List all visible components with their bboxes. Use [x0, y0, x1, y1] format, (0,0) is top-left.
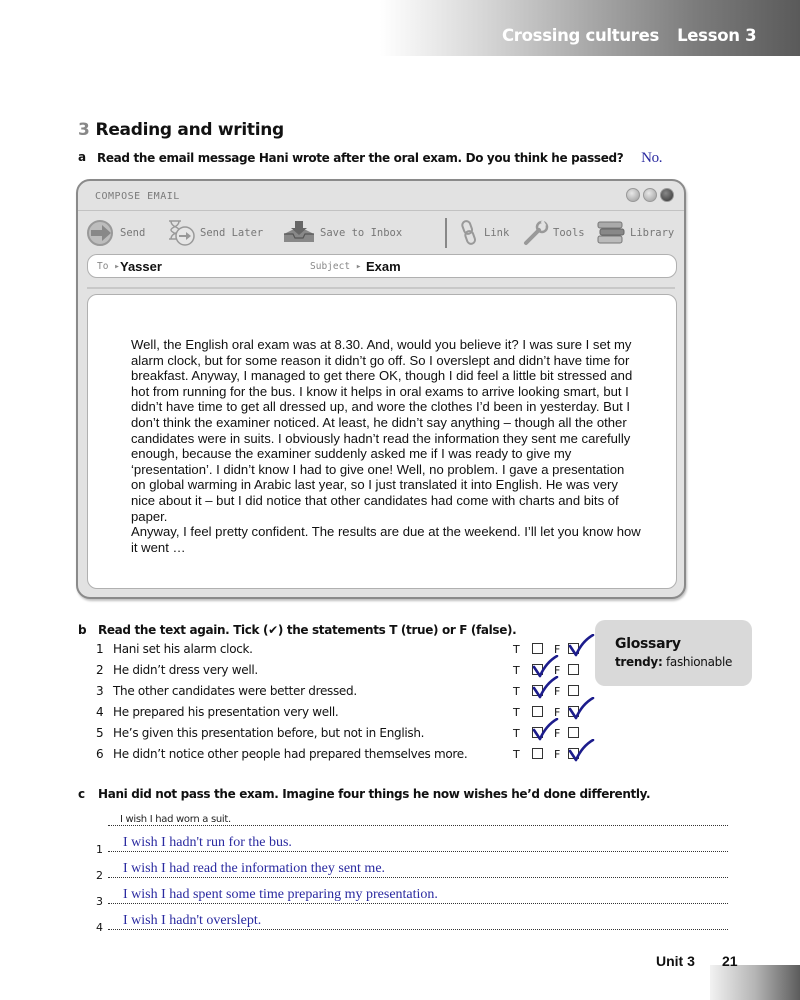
statement-text: The other candidates were better dressed.	[113, 684, 357, 698]
true-label: T	[513, 664, 520, 677]
statement-row	[96, 726, 596, 746]
glossary-term: trendy:	[615, 655, 663, 669]
library-label: Library	[630, 227, 675, 239]
wish-answer-row	[96, 856, 728, 882]
chain-link-icon	[458, 220, 480, 246]
false-checkbox[interactable]	[568, 727, 579, 738]
section-title	[78, 120, 284, 140]
answer-number: 2	[96, 869, 103, 882]
wrench-icon	[523, 220, 549, 246]
statement-number: 5	[96, 726, 104, 740]
false-checkbox[interactable]	[568, 664, 579, 675]
answer-line	[108, 825, 728, 826]
false-label: F	[554, 748, 561, 761]
section-number: 3	[78, 120, 90, 140]
part-a-answer[interactable]: No.	[641, 150, 663, 166]
glossary-definition: fashionable	[665, 655, 733, 669]
glossary-title: Glossary	[615, 636, 681, 652]
window-controls	[626, 188, 674, 202]
to-field[interactable]: Yasser	[120, 259, 162, 274]
link-label: Link	[484, 227, 510, 239]
wish-answer-input[interactable]: I wish I had read the information they sent me.	[123, 861, 386, 876]
statement-number: 4	[96, 705, 104, 719]
true-checkbox[interactable]	[532, 727, 543, 738]
statement-row	[96, 747, 596, 767]
message-body-field[interactable]	[87, 294, 677, 589]
true-label: T	[513, 685, 520, 698]
library-button[interactable]	[596, 220, 674, 246]
footer-unit: Unit 3	[656, 953, 695, 969]
example-sentence: I wish I had worn a suit.	[120, 814, 231, 825]
glossary-box	[595, 620, 752, 686]
part-a-question: Read the email message Hani wrote after the oral exam. Do you think he passed?	[97, 151, 624, 165]
footer-band	[710, 965, 800, 1000]
tick-mark	[567, 739, 595, 763]
email-window-title: COMPOSE EMAIL	[95, 191, 180, 202]
false-checkbox[interactable]	[568, 685, 579, 696]
wish-answer-input[interactable]: I wish I had spent some time preparing my presentation.	[123, 887, 438, 902]
false-label: F	[554, 643, 561, 656]
books-icon	[596, 220, 626, 246]
true-checkbox[interactable]	[532, 664, 543, 675]
send-arrow-icon	[86, 220, 116, 246]
true-checkbox[interactable]	[532, 643, 543, 654]
maximize-button[interactable]	[643, 188, 657, 202]
statement-number: 6	[96, 747, 104, 761]
statement-number: 3	[96, 684, 104, 698]
minimize-button[interactable]	[626, 188, 640, 202]
example-row	[96, 804, 728, 826]
send-label: Send	[120, 227, 146, 239]
statement-text: He didn’t dress very well.	[113, 663, 258, 677]
message-paragraph: Anyway, I feel pretty confident. The results are due at the weekend. I’ll let you know how it went …	[131, 524, 641, 555]
tick-mark	[567, 697, 595, 721]
email-toolbar	[78, 212, 684, 254]
send-later-label: Send Later	[200, 227, 264, 239]
false-label: F	[554, 727, 561, 740]
email-titlebar	[78, 181, 684, 211]
answer-line	[108, 877, 728, 878]
statement-row	[96, 705, 596, 725]
glossary-entry	[615, 655, 732, 669]
inbox-tray-icon	[282, 220, 316, 246]
close-button[interactable]	[660, 188, 674, 202]
link-button[interactable]	[458, 220, 509, 246]
true-checkbox[interactable]	[532, 706, 543, 717]
hourglass-icon	[166, 220, 196, 246]
answer-number: 4	[96, 921, 103, 934]
divider	[87, 287, 675, 289]
page-number: 21	[722, 953, 738, 969]
lesson-label: Lesson 3	[677, 26, 757, 45]
send-later-button[interactable]	[166, 220, 263, 246]
wish-answer-row	[96, 882, 728, 908]
answer-number: 1	[96, 843, 103, 856]
address-bar	[87, 254, 677, 278]
to-label: To ▸	[97, 261, 120, 272]
statement-text: He’s given this presentation before, but not in English.	[113, 726, 425, 740]
answer-number: 3	[96, 895, 103, 908]
part-c-letter: c	[78, 787, 86, 801]
send-button[interactable]	[86, 220, 145, 246]
false-label: F	[554, 685, 561, 698]
wish-answer-input[interactable]: I wish I hadn't overslept.	[123, 913, 262, 928]
statement-row	[96, 642, 596, 662]
answer-line	[108, 929, 728, 930]
false-label: F	[554, 706, 561, 719]
statement-row	[96, 684, 596, 704]
part-c-instruction: Hani did not pass the exam. Imagine four things he now wishes he’d done differently.	[98, 787, 651, 801]
answer-line	[108, 903, 728, 904]
tools-button[interactable]	[523, 220, 585, 246]
tick-mark	[567, 634, 595, 658]
statement-number: 1	[96, 642, 104, 656]
true-label: T	[513, 748, 520, 761]
subject-label: Subject ▸	[310, 261, 362, 272]
false-checkbox[interactable]	[568, 748, 579, 759]
answer-line	[108, 851, 728, 852]
statement-text: He prepared his presentation very well.	[113, 705, 339, 719]
subject-field[interactable]: Exam	[366, 259, 401, 274]
false-checkbox[interactable]	[568, 706, 579, 717]
true-checkbox[interactable]	[532, 748, 543, 759]
tools-label: Tools	[553, 227, 585, 239]
wish-answer-row	[96, 830, 728, 856]
page-header	[502, 26, 756, 45]
statement-number: 2	[96, 663, 104, 677]
message-text	[131, 337, 641, 555]
chapter-title: Crossing cultures	[502, 26, 660, 45]
part-a-letter: a	[78, 150, 87, 164]
section-heading: Reading and writing	[95, 120, 284, 140]
false-checkbox[interactable]	[568, 643, 579, 654]
true-label: T	[513, 727, 520, 740]
toolbar-separator	[445, 218, 447, 248]
wish-answer-row	[96, 908, 728, 934]
statement-text: He didn’t notice other people had prepared themselves more.	[113, 747, 468, 761]
wish-answer-input[interactable]: I wish I hadn't run for the bus.	[123, 835, 292, 850]
part-b-instruction: Read the text again. Tick (✔) the statements T (true) or F (false).	[98, 623, 517, 637]
true-label: T	[513, 643, 520, 656]
save-to-inbox-button[interactable]	[282, 220, 402, 246]
true-label: T	[513, 706, 520, 719]
part-a-instruction	[97, 150, 662, 167]
statement-text: Hani set his alarm clock.	[113, 642, 253, 656]
part-b-letter: b	[78, 623, 87, 637]
message-paragraph: Well, the English oral exam was at 8.30. And, would you believe it? I was sure I set my alarm clock, but for some reason it didn’t go off. So I overslept and didn’t have time for breakfast. Anyway, I managed to get there OK, though I did feel a little bit stressed and hot from running for the bus. I know it helps in oral exams to arrive looking smart, but I didn’t have time to get all dressed up, and wore the clothes I’d been in yesterday. But I don’t think the examiner noticed. At least, he didn’t say anything – though all the other candidates were in suits. I obviously hadn’t read the information they sent me carefully enough, because the examiner suddenly asked me if I was ready to give my ‘presentation’. I didn’t know I had to give one! Well, no problem. I gave a presentation on global warming in Arabic last year, so I just translated it into English. He was very nice about it – but I did notice that other candidates had come with charts and bits of paper.	[131, 337, 633, 524]
statement-row	[96, 663, 596, 683]
false-label: F	[554, 664, 561, 677]
true-checkbox[interactable]	[532, 685, 543, 696]
save-to-inbox-label: Save to Inbox	[320, 227, 403, 239]
compose-email-window	[76, 179, 686, 599]
